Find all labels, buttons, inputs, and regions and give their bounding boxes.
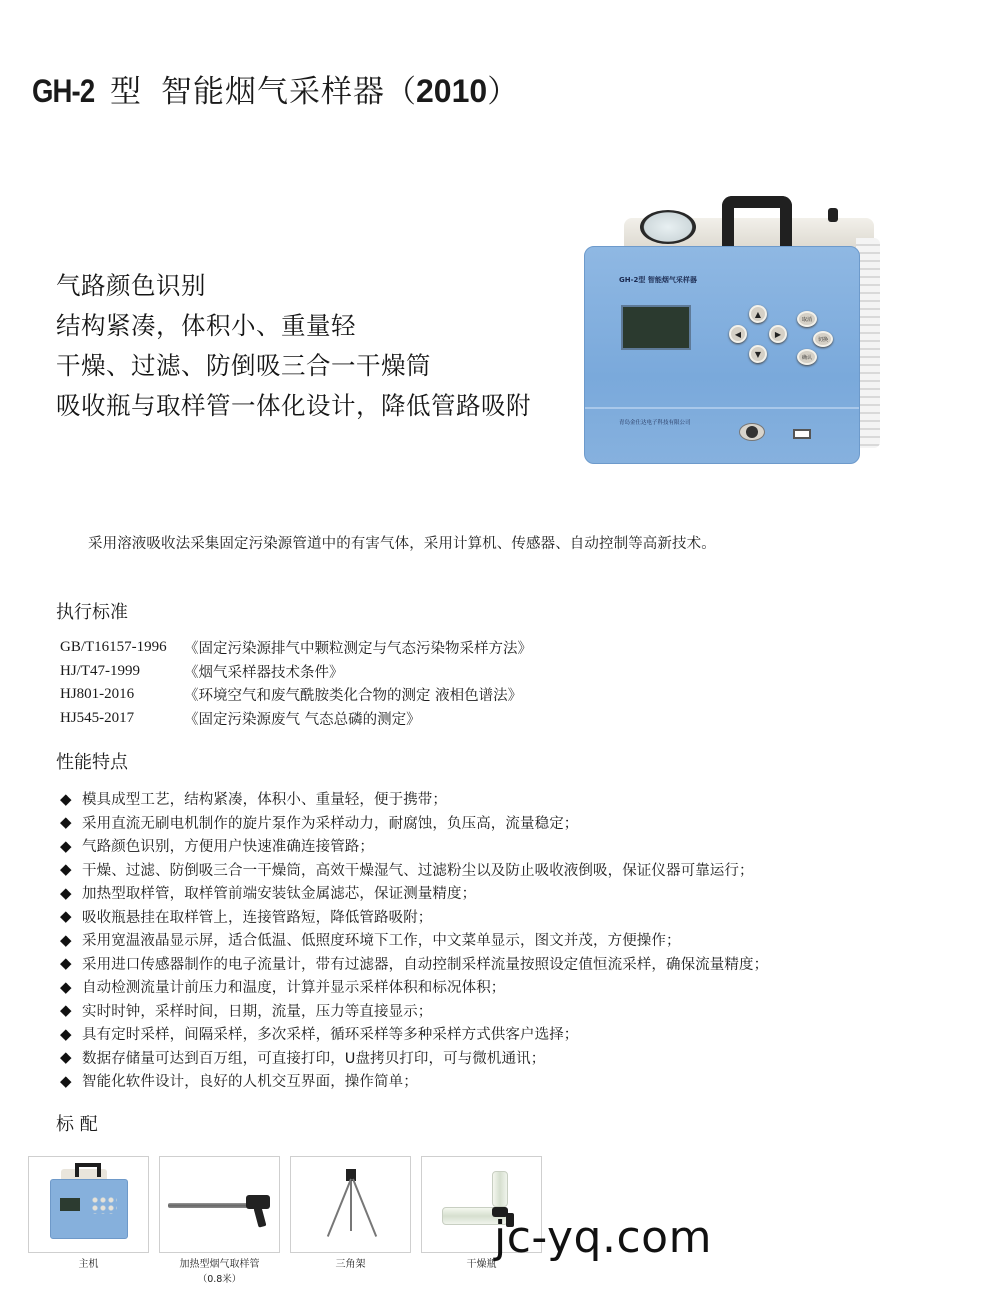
feature-text: 采用宽温液晶显示屏，适合低温、低照度环境下工作，中文菜单显示，图文并茂，方便操作； [82,933,681,950]
accessory-probe [159,1156,280,1285]
diamond-bullet-icon: ◆ [60,860,72,879]
standard-row [60,683,532,707]
headline-item: 干燥、过滤、防倒吸三合一干燥筒 [56,351,431,380]
diamond-bullet-icon: ◆ [60,1024,72,1043]
feature-text: 吸收瓶悬挂在取样管上，连接管路短，降低管路吸附； [82,909,433,926]
standards-list [60,636,532,730]
carry-handle-icon [722,196,792,246]
feature-item [60,881,768,905]
feature-item [60,834,768,858]
paren-close: ） [487,74,519,110]
main-unit-body-icon [50,1179,128,1239]
company-name: 青岛金仕达电子科技有限公司 [619,420,691,426]
accessory-label: 三角架 [335,1259,366,1270]
diamond-bullet-icon: ◆ [60,1071,72,1090]
headline-item: 气路颜色识别 [56,271,206,300]
probe-tube-icon [168,1203,248,1208]
standard-row [60,707,532,731]
diamond-bullet-icon: ◆ [60,907,72,926]
probe-grip-icon [254,1206,267,1227]
headline-item: 结构紧凑，体积小、重量轻 [56,311,356,340]
mini-keypad-icon [91,1196,117,1214]
diamond-bullet-icon: ◆ [60,954,72,973]
accessory-label: 干燥瓶 [466,1259,497,1270]
device-panel-label: GH-2型 智能烟气采样器 [619,276,697,284]
round-port-icon [739,423,765,441]
standards-heading: 执行标准 [56,602,128,623]
accessory-label: 加热型烟气取样管 [179,1259,260,1270]
feature-item [60,787,768,811]
feature-text: 具有定时采样，间隔采样，多次采样，循环采样等多种采样方式供客户选择； [82,1027,579,1044]
right-arrow-icon: ▶ [769,325,787,343]
usb-port-icon [793,429,811,439]
accessories-gallery [28,1156,542,1285]
left-arrow-icon: ◀ [729,325,747,343]
feature-text: 实时时钟，采样时间，日期，流量，压力等直接显示； [82,1003,433,1020]
diamond-bullet-icon: ◆ [60,1001,72,1020]
accessory-main-unit [28,1156,149,1285]
standard-row [60,660,532,684]
diamond-bullet-icon: ◆ [60,836,72,855]
panel-divider [585,407,859,409]
main-unit-image [28,1156,149,1253]
paren-open: （ [385,74,416,110]
knob-icon [828,208,838,222]
down-arrow-icon: ▼ [749,345,767,363]
standard-title: 《固定污染源废气 气态总磷的测定》 [184,711,421,728]
lcd-screen [621,305,691,350]
page-title [32,66,518,116]
device-keypad [725,305,835,367]
feature-item [60,858,768,882]
feature-item [60,1022,768,1046]
feature-item [60,811,768,835]
feature-text: 加热型取样管，取样管前端安装钛金属滤芯，保证测量精度； [82,886,477,903]
feature-item [60,928,768,952]
diamond-bullet-icon: ◆ [60,930,72,949]
device-front-panel [584,246,860,464]
feature-item [60,1046,768,1070]
confirm-key: 确认 [797,349,817,365]
accessory-sublabel: （0.8米） [197,1274,242,1285]
feature-text: 采用进口传感器制作的电子流量计，带有过滤器，自动控制采样流量按照设定值恒流采样，确保流量精度； [82,956,769,973]
product-name: 智能烟气采样器 [161,74,385,110]
diamond-bullet-icon: ◆ [60,883,72,902]
standard-code: GB/T16157-1996 [60,639,167,656]
accessories-heading: 标 配 [56,1114,98,1135]
feature-text: 干燥、过滤、防倒吸三合一干燥筒，高效干燥湿气、过滤粉尘以及防止吸收液倒吸，保证仪器可靠运行； [82,862,754,879]
drying-bottle-vertical-icon [492,1171,508,1207]
switch-key: 切换 [813,331,833,347]
standard-title: 《烟气采样器技术条件》 [184,664,344,681]
feature-item [60,952,768,976]
feature-text: 采用直流无刷电机制作的旋片泵作为采样动力，耐腐蚀，负压高，流量稳定； [82,815,579,832]
model-type: 型 [110,74,141,110]
features-heading: 性能特点 [56,752,128,773]
feature-item [60,905,768,929]
feature-text: 智能化软件设计，良好的人机交互界面，操作简单； [82,1074,418,1091]
headline-features [56,266,531,426]
feature-text: 数据存储量可达到百万组，可直接打印，U盘拷贝打印，可与微机通讯； [82,1050,546,1067]
standard-code: HJ801-2016 [60,686,135,703]
feature-item [60,1069,768,1093]
accessory-label: 主机 [78,1259,99,1270]
model-number: GH-2 [32,73,95,109]
cancel-key: 取消 [797,311,817,327]
standard-title: 《固定污染源排气中颗粒测定与气态污染物采样方法》 [184,641,532,658]
feature-item [60,975,768,999]
diamond-bullet-icon: ◆ [60,789,72,808]
feature-item [60,999,768,1023]
model-year: 2010 [416,73,488,109]
feature-text: 模具成型工艺，结构紧凑，体积小、重量轻，便于携带； [82,792,447,809]
features-list [60,787,768,1093]
standard-code: HJ545-2017 [60,709,135,726]
absorption-bottle-icon [640,210,696,244]
accessory-tripod [290,1156,411,1285]
probe-image [159,1156,280,1253]
diamond-bullet-icon: ◆ [60,1048,72,1067]
tripod-center-icon [350,1181,352,1231]
feature-text: 自动检测流量计前压力和温度，计算并显示采样体积和标况体积； [82,980,506,997]
watermark: jc-yq.com [494,1212,712,1263]
product-photo [584,196,884,468]
tripod-leg-icon [352,1179,377,1237]
intro-text: 采用溶液吸收法采集固定污染源管道中的有害气体，采用计算机、传感器、自动控制等高新技术。 [88,536,716,552]
diamond-bullet-icon: ◆ [60,977,72,996]
feature-text: 气路颜色识别，方便用户快速准确连接管路； [82,839,374,856]
tripod-image [290,1156,411,1253]
up-arrow-icon: ▲ [749,305,767,323]
mini-lcd-icon [60,1198,80,1211]
tripod-leg-icon [327,1179,352,1237]
standard-code: HJ/T47-1999 [60,662,140,679]
headline-item: 吸收瓶与取样管一体化设计，降低管路吸附 [56,391,531,420]
diamond-bullet-icon: ◆ [60,813,72,832]
standard-title: 《环境空气和废气酰胺类化合物的测定 液相色谱法》 [184,688,523,705]
standard-row [60,636,532,660]
